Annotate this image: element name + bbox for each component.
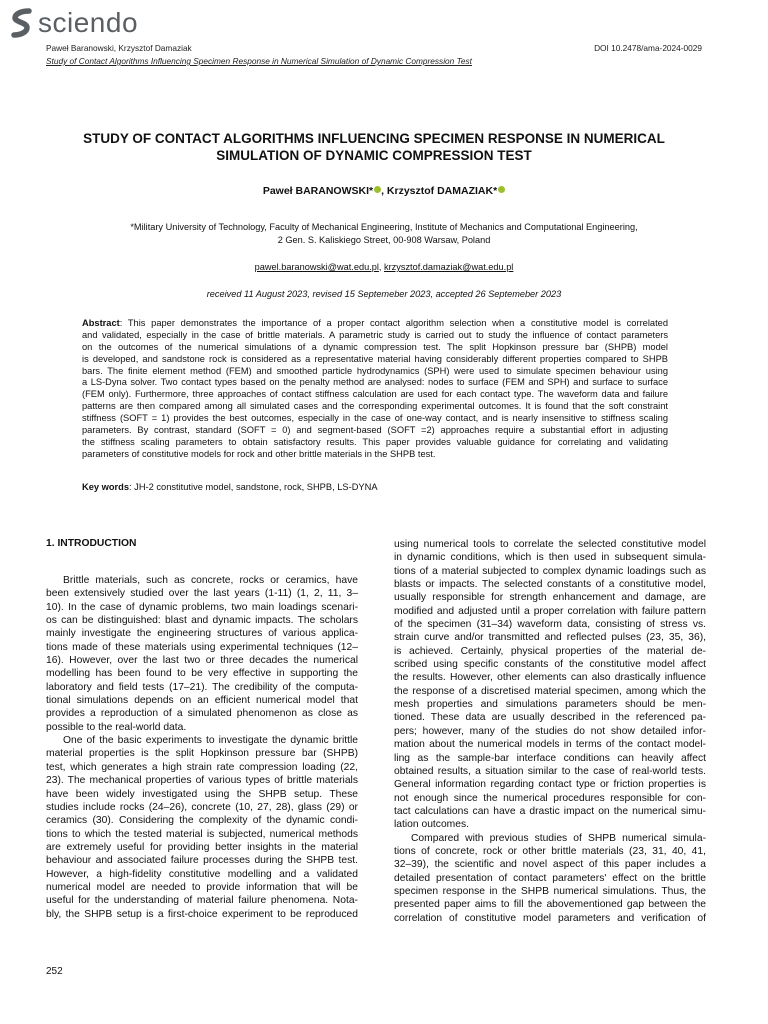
keywords bbox=[82, 482, 378, 492]
affiliation-line: *Military University of Technology, Faculty of Mechanical Engineering, Institute of Mechanics and Computational Engineering, bbox=[130, 222, 638, 232]
abstract-label: Abstract bbox=[82, 318, 120, 328]
running-header-title: Study of Contact Algorithms Influencing Specimen Response in Numerical Simulation of Dynamic Compression Test bbox=[46, 56, 472, 66]
body-line: However, a high-fidelity constitutive modelling and a validated bbox=[46, 868, 358, 880]
body-line: useful for the understanding of material failure phenomena. Nota- bbox=[46, 895, 358, 907]
body-line: strain curve and/or transmitted and reflected pulses (23, 35, 36), bbox=[394, 632, 706, 644]
abstract-line: the stiffness scaling parameters to obtain satisfactory results. This paper provides valuable guidance for correlating and validating bbox=[82, 436, 668, 447]
body-line: tioned. These data are usually described in the referenced pa- bbox=[394, 712, 706, 724]
abstract-line: patterns are then compared among all simulated cases and the corresponding experimental outcomes. It is found that the soft constraint bbox=[82, 401, 668, 412]
body-line: 32–39), the scientific and novel aspect of this paper includes a bbox=[394, 859, 706, 871]
body-line: mesh properties and simulations parameters should be men- bbox=[394, 699, 706, 711]
body-line: tional simulations depends on an efficient numerical model that bbox=[46, 695, 358, 707]
orcid-icon[interactable] bbox=[498, 186, 505, 193]
body-line: Compared with previous studies of SHPB numerical simula- bbox=[411, 832, 706, 844]
body-line: mation about the numerical models in terms of the contact model- bbox=[394, 739, 706, 751]
email-link[interactable]: krzysztof.damaziak@wat.edu.pl bbox=[384, 262, 514, 272]
body-line: presented paper aims to fill the abovementioned gap between the bbox=[394, 899, 706, 911]
body-line: One of the basic experiments to investigate the dynamic brittle bbox=[63, 735, 358, 747]
author-name: Paweł BARANOWSKI* bbox=[262, 185, 374, 197]
body-line: the results. However, other elements can also drastically influence bbox=[394, 672, 706, 684]
keywords-text: : JH-2 constitutive model, sandstone, rock, SHPB, LS-DYNA bbox=[129, 482, 378, 492]
abstract bbox=[82, 318, 668, 461]
paper-title-line: STUDY OF CONTACT ALGORITHMS INFLUENCING SPECIMEN RESPONSE IN NUMERICAL bbox=[83, 131, 665, 146]
left-column-text bbox=[46, 574, 358, 921]
body-line: material properties is the split Hopkinson pressure bar (SHPB) bbox=[46, 748, 358, 760]
paper-title bbox=[60, 130, 688, 164]
body-line: behaviour and associated failure processes during the SHPB test. bbox=[46, 855, 358, 867]
body-line: the response of a discretised material specimen, among which the bbox=[394, 685, 706, 697]
body-line: obtained results, a situation similar to the case of real-world tests. bbox=[394, 765, 706, 777]
body-line: tact calculations can have a drastic impact on the numerical simu- bbox=[394, 805, 706, 817]
submission-dates: received 11 August 2023, revised 15 Septemeber 2023, accepted 26 Septemeber 2023 bbox=[206, 289, 562, 299]
body-line: are extremely useful for providing better insights in the material bbox=[46, 841, 358, 853]
affiliation bbox=[80, 221, 688, 247]
abstract-line: a LS-Dyna solver. Two contact types based on the penalty method are analysed: nodes to surface (FEM and SPH) and surface to surface bbox=[82, 377, 668, 388]
body-line: tions to which the tested material is subjected, numerical methods bbox=[46, 828, 358, 840]
body-line: using numerical tools to correlate the selected constitutive model bbox=[394, 539, 706, 550]
body-line: mainly investigate the engineering structures of various applica- bbox=[46, 628, 358, 640]
body-line: 23). The mechanical properties of various types of brittle materials bbox=[46, 775, 358, 787]
body-line: Brittle materials, such as concrete, rocks or ceramics, have bbox=[63, 575, 358, 586]
body-line: of the specimen (31–34) waveform data, consisting of stress vs. bbox=[394, 619, 706, 631]
body-line: is achieved. Certainly, physical properties of the material de- bbox=[394, 645, 706, 657]
body-line: not enough since the numerical procedures responsible for con- bbox=[394, 792, 706, 804]
body-line: test, which generates a high strain rate compression loading (22, bbox=[46, 761, 358, 773]
body-line: pers; however, many of the studies do not show detailed infor- bbox=[394, 725, 706, 737]
affiliation-line: 2 Gen. S. Kaliskiego Street, 00-908 Warsaw, Poland bbox=[277, 235, 491, 245]
author-emails bbox=[0, 262, 768, 272]
keywords-label: Key words bbox=[82, 482, 130, 492]
body-line: possible to the real-world data. bbox=[46, 721, 187, 733]
abstract-text: : This paper demonstrates the importance of a proper contact algorithm selection when a constitutive model is correlated bbox=[119, 318, 668, 328]
body-line: specimen response in the SHPB numerical simulations. Thus, the bbox=[394, 885, 706, 897]
body-line: been extensively studied over the last years (1-11) (1, 2, 11, 3– bbox=[46, 588, 358, 600]
sciendo-logo bbox=[10, 7, 138, 39]
author-name: Krzysztof DAMAZIAK* bbox=[386, 185, 498, 197]
body-line: correlation of constitutive model parameters and verification of bbox=[394, 912, 706, 924]
body-line: lation outcomes. bbox=[394, 819, 469, 831]
publisher-name: sciendo bbox=[38, 7, 139, 38]
body-line: provides a reproduction of a simulated phenomenon as close as bbox=[46, 708, 358, 720]
right-column-text bbox=[394, 538, 706, 925]
body-line: ceramics (30). Considering the complexity of the dynamic condi- bbox=[46, 815, 358, 827]
body-line: numerical model are needed to provide information that will be bbox=[46, 881, 358, 893]
body-line: tions made of these materials using experimental techniques (12– bbox=[46, 641, 358, 653]
running-header-doi: DOI 10.2478/ama-2024-0029 bbox=[594, 43, 702, 53]
body-line: studies include rocks (24–26), concrete (10, 27, 28), glass (29) or bbox=[46, 801, 358, 813]
email-link[interactable]: pawel.baranowski@wat.edu.pl bbox=[254, 262, 379, 272]
body-line: scribed using specific constants of the constitutive model affect bbox=[394, 659, 706, 671]
body-line: modelling has been found to be very effective in supporting the bbox=[46, 668, 358, 680]
body-line: tions of a material subjected to complex dynamic loadings such as bbox=[394, 565, 706, 577]
email-separator: , bbox=[378, 262, 385, 272]
body-line: have been widely investigated using the SHPB setup. These bbox=[46, 788, 358, 800]
sciendo-logo-icon bbox=[10, 8, 34, 38]
body-line: tions of concrete, rock or other brittle materials (23, 31, 40, 41, bbox=[394, 845, 706, 857]
abstract-line: parameters. By contrast, standard (SOFT = 0) and segment-based (SOFT =2) approaches require a substantial effort in adjusting bbox=[82, 425, 668, 436]
page-number: 252 bbox=[46, 966, 63, 977]
paper-title-line: SIMULATION OF DYNAMIC COMPRESSION TEST bbox=[216, 148, 532, 163]
body-line: bly, the SHPB setup is a first-choice experiment to be reproduced bbox=[46, 908, 358, 920]
body-line: General information regarding contact type or friction properties is bbox=[394, 779, 706, 791]
body-line: detailed presentation of contact parameters' effect on the brittle bbox=[394, 872, 706, 884]
body-line: 16). However, over the last two or three decades the numerical bbox=[46, 655, 358, 667]
abstract-line: parameters of constitutive models for rock and other brittle materials in the SHPB test. bbox=[82, 448, 436, 459]
abstract-line: stiffness (SOFT = 1) provides the best outcomes, especially in the case of one-way contact, and is nearly insensitive to stiffness scaling bbox=[82, 413, 668, 424]
body-line: os can be distinguished: blast and dynamic impacts. The scholars bbox=[46, 615, 358, 627]
section-heading: 1. INTRODUCTION bbox=[46, 538, 137, 549]
body-line: in dynamic conditions, which is then used in subsequent simula- bbox=[394, 552, 706, 564]
body-line: modified and adjusted until a proper correlation with failure pattern bbox=[394, 605, 706, 617]
body-line: laboratory and field tests (17–21). The credibility of the computa- bbox=[46, 681, 358, 693]
body-line: ling as the sample-bar interface conditions can heavily affect bbox=[394, 752, 706, 764]
abstract-line: on the outcomes of the numerical simulations of a dynamic compression test. The split Hopkinson pressure bar (SHPB) model bbox=[82, 341, 668, 352]
body-line: blasts or impacts. The selected constants of a constitutive model, bbox=[394, 579, 706, 591]
body-line: 10). In the case of dynamic problems, two main loadings scenari- bbox=[46, 601, 358, 613]
author-list bbox=[0, 185, 768, 197]
body-line: usually responsible for strength enhancement and damage, are bbox=[394, 592, 706, 604]
abstract-line: and validated, especially in the case of brittle materials. A parametric study is carried out to study the influence of contact parameters bbox=[82, 329, 668, 340]
running-header-authors: Paweł Baranowski, Krzysztof Damaziak bbox=[46, 43, 192, 53]
abstract-line bbox=[82, 318, 668, 330]
abstract-line: (FEM only). Furthermore, three approaches of contact stiffness calculation are used for each contact type. The waveform data and failure bbox=[82, 389, 668, 400]
abstract-line: is developed, and sandstone rock is considered as a representative material having considerably different properties compared to SHPB bbox=[82, 353, 668, 364]
author-separator: , bbox=[381, 185, 387, 197]
abstract-line: bars. The finite element method (FEM) and smoothed particle hydrodynamics (SPH) were used to simulate specimen behaviour using bbox=[82, 365, 668, 376]
